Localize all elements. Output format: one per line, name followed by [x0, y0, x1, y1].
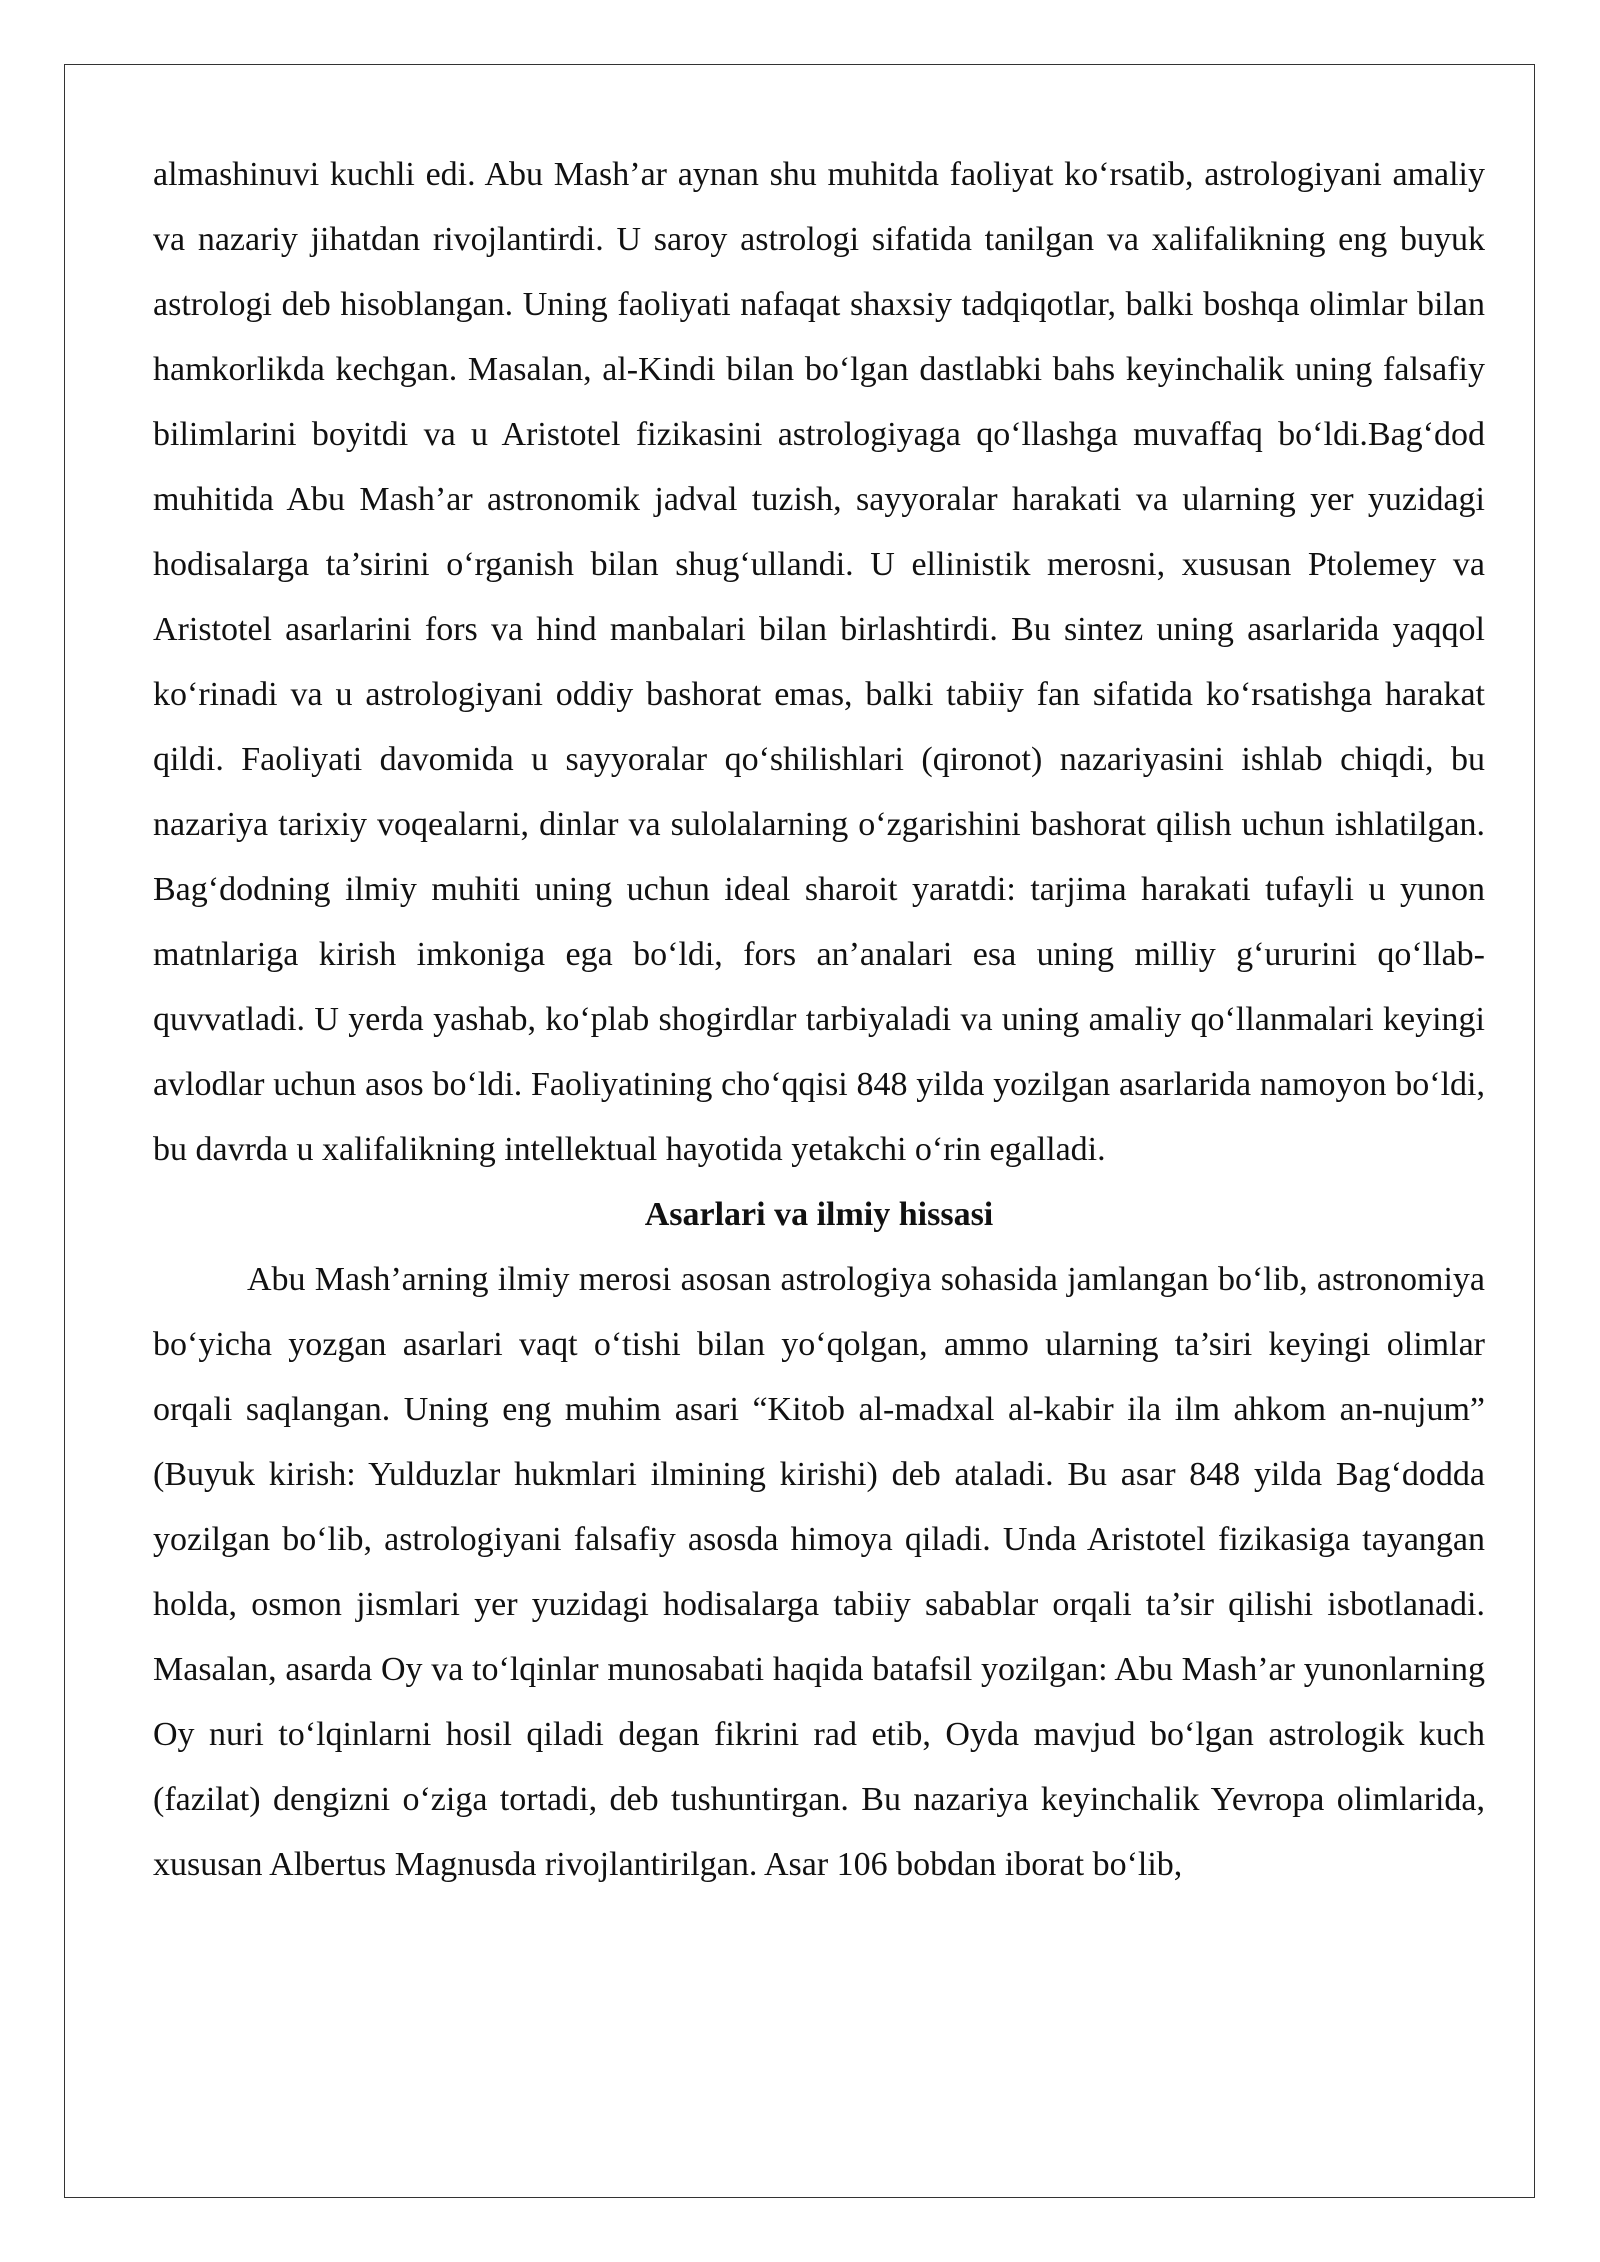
section-heading: Asarlari va ilmiy hissasi — [644, 1196, 994, 1233]
body-paragraph-continued: almashinuvi kuchli edi. Abu Mash’ar aynan shu muhitda faoliyat ko‘rsatib, astrologiyani amaliy va nazariy jihatdan rivojlantirdi. U saroy astrologi sifatida tanilgan va xalifalikning eng buyuk astrologi deb hisoblangan. Uning faoliyati nafaqat shaxsiy tadqiqotlar, balki boshqa olimlar bilan hamkorlikda kechgan. Masalan, al-Kindi bilan bo‘lgan dastlabki bahs keyinchalik uning falsafiy bilimlarini boyitdi va u Aristotel fizikasini astrologiyaga qo‘llashga muvaffaq bo‘ldi.Bag‘dod muhitida Abu Mash’ar astronomik jadval tuzish, sayyoralar harakati va ularning yer yuzidagi hodisalarga ta’sirini o‘rganish bilan shug‘ullandi. U ellinistik merosni, xususan Ptolemey va Aristotel asarlarini fors va hind manbalari bilan birlashtirdi. Bu sintez uning asarlarida yaqqol ko‘rinadi va u astrologiyani oddiy bashorat emas, balki tabiiy fan sifatida ko‘rsatishga harakat qildi. Faoliyati davomida u sayyoralar qo‘shilishlari (qironot) nazariyasini ishlab chiqdi, bu nazariya tarixiy voqealarni, dinlar va sulolalarning o‘zgarishini bashorat qilish uchun ishlatilgan. Bag‘dodning ilmiy muhiti uning uchun ideal sharoit yaratdi: tarjima harakati tufayli u yunon matnlariga kirish imkoniga ega bo‘ldi, fors an’analari esa uning milliy g‘ururini qo‘llab-quvvatladi. U yerda yashab, ko‘plab shogirdlar tarbiyaladi va uning amaliy qo‘llanmalari keyingi avlodlar uchun asos bo‘ldi. Faoliyatining cho‘qqisi 848 yilda yozilgan asarlarida namoyon bo‘ldi, bu davrda u xalifalikning intellektual hayotida yetakchi o‘rin egalladi. — [153, 156, 1485, 1168]
body-paragraph-works: Abu Mash’arning ilmiy merosi asosan astrologiya sohasida jamlangan bo‘lib, astronomiya bo‘yicha yozgan asarlari vaqt o‘tishi bilan yo‘qolgan, ammo ularning ta’siri keyingi olimlar orqali saqlangan. Uning eng muhim asari “Kitob al-madxal al-kabir ila ilm ahkom an-nujum” (Buyuk kirish: Yulduzlar hukmlari ilmining kirishi) deb ataladi. Bu asar 848 yilda Bag‘dodda yozilgan bo‘lib, astrologiyani falsafiy asosda himoya qiladi. Unda Aristotel fizikasiga tayangan holda, osmon jismlari yer yuzidagi hodisalarga tabiiy sabablar orqali ta’sir qilishi isbotlanadi. Masalan, asarda Oy va to‘lqinlar munosabati haqida batafsil yozilgan: Abu Mash’ar yunonlarning Oy nuri to‘lqinlarni hosil qiladi degan fikrini rad etib, Oyda mavjud bo‘lgan astrologik kuch (fazilat) dengizni o‘ziga tortadi, deb tushuntirgan. Bu nazariya keyinchalik Yevropa olimlarida, xususan Albertus Magnusda rivojlantirilgan. Asar 106 bobdan iborat bo‘lib, — [153, 1261, 1485, 1883]
document-body — [153, 142, 1485, 1897]
